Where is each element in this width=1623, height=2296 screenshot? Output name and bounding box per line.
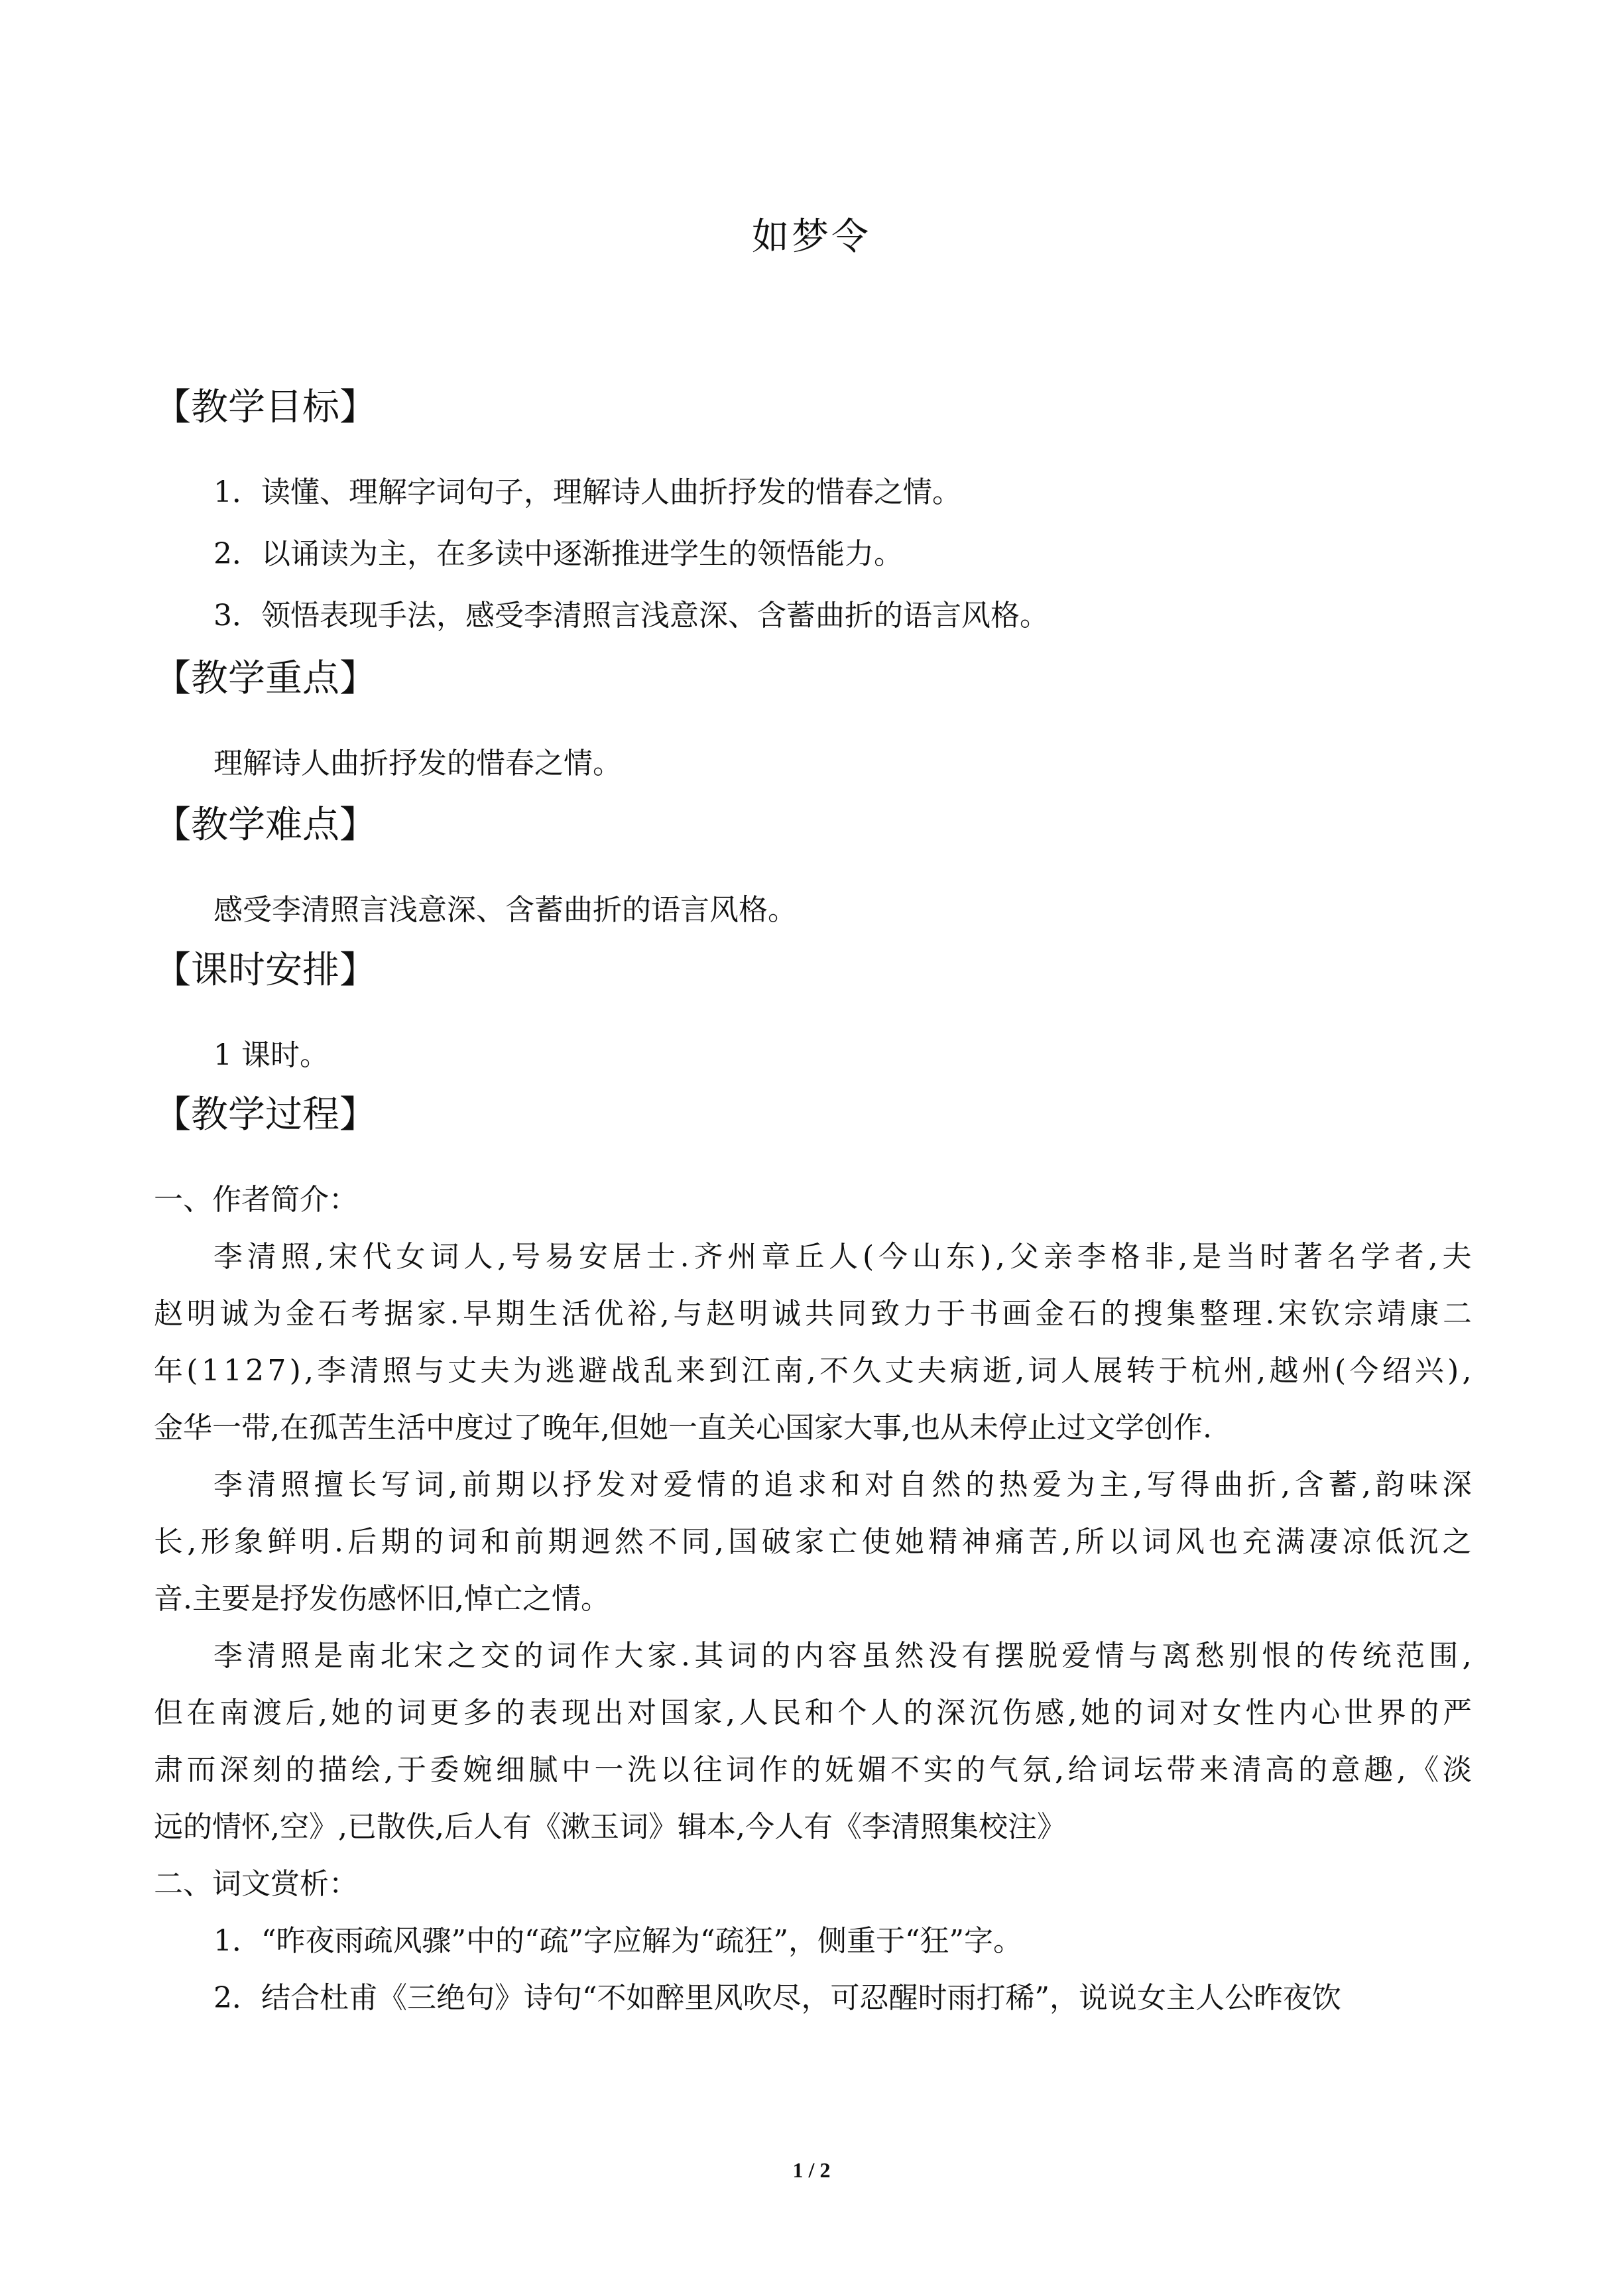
para-line: 赵 明 诚 为 金 石 考 据 家 . 早 期 生 活 优 裕 , 与 赵 明 诚 共 同 致 力 于 书 画 金 石 的 搜 集 整 理 . 宋 钦 宗 靖 康 二 — [154, 1297, 1472, 1331]
schedule-text: 1 课时。 — [213, 1038, 329, 1072]
heading-schedule: 【课时安排】 — [154, 949, 377, 992]
analysis-item-1: 1．“昨夜雨疏风骤”中的“疏”字应解为“疏狂”，侧重于“狂”字。 — [213, 1924, 1022, 1958]
page-number: 1 / 2 — [792, 2158, 831, 2182]
para-line: 金华一带,在孤苦生活中度过了晚年,但她一直关心国家大事,也从未停止过文学创作. — [154, 1411, 1212, 1445]
heading-teaching-process: 【教学过程】 — [154, 1093, 377, 1136]
difficulties-text: 感受李清照言浅意深、含蓄曲折的语言风格。 — [213, 893, 797, 927]
heading-key-points: 【教学重点】 — [154, 657, 377, 700]
heading-teaching-goals: 【教学目标】 — [154, 386, 377, 429]
para-line: 音.主要是抒发伤感怀旧,悼亡之情。 — [154, 1582, 610, 1616]
para-line: 长 , 形 象 鲜 明 . 后 期 的 词 和 前 期 迥 然 不 同 , 国 破 家 亡 使 她 精 神 痛 苦 , 所 以 词 风 也 充 满 凄 凉 低 沉 之 — [154, 1525, 1472, 1559]
para-line: 肃 而 深 刻 的 描 绘 , 于 委 婉 细 腻 中 一 洗 以 往 词 作 的 妩 媚 不 实 的 气 氛 , 给 词 坛 带 来 清 高 的 意 趣 , 《 淡 — [154, 1753, 1472, 1787]
goal-item-2: 2．以诵读为主，在多读中逐渐推进学生的领悟能力。 — [213, 537, 903, 571]
part1-title: 一、作者简介： — [154, 1183, 358, 1217]
para-line: 李 清 照 , 宋 代 女 词 人 , 号 易 安 居 士 . 齐 州 章 丘 人 ( 今 山 东 ) , 父 亲 李 格 非 , 是 当 时 著 名 学 者 , 夫 — [213, 1240, 1472, 1274]
heading-difficulties: 【教学难点】 — [154, 804, 377, 847]
document-title: 如梦令 — [752, 215, 871, 259]
goal-item-3: 3．领悟表现手法，感受李清照言浅意深、含蓄曲折的语言风格。 — [213, 599, 1049, 633]
part2-title: 二、词文赏析： — [154, 1867, 358, 1901]
para-line: 李 清 照 擅 长 写 词 , 前 期 以 抒 发 对 爱 情 的 追 求 和 对 自 然 的 热 爱 为 主 , 写 得 曲 折 , 含 蓄 , 韵 味 深 — [213, 1468, 1472, 1502]
para-line: 李 清 照 是 南 北 宋 之 交 的 词 作 大 家 . 其 词 的 内 容 虽 然 没 有 摆 脱 爱 情 与 离 愁 别 恨 的 传 统 范 围 , — [213, 1639, 1472, 1673]
key-points-text: 理解诗人曲折抒发的惜春之情。 — [213, 747, 622, 780]
para-line: 但 在 南 渡 后 , 她 的 词 更 多 的 表 现 出 对 国 家 , 人 民 和 个 人 的 深 沉 伤 感 , 她 的 词 对 女 性 内 心 世 界 的 严 — [154, 1696, 1472, 1730]
goal-item-1: 1．读懂、理解字词句子，理解诗人曲折抒发的惜春之情。 — [213, 475, 961, 509]
para-line: 年 ( 1 1 2 7 ) , 李 清 照 与 丈 夫 为 逃 避 战 乱 来 到 江 南 , 不 久 丈 夫 病 逝 , 词 人 展 转 于 杭 州 , 越 州 ( 今 绍 兴 ) , — [154, 1354, 1472, 1388]
para-line: 远的情怀,空》,已散佚,后人有《漱玉词》辑本,今人有《李清照集校注》 — [154, 1810, 1066, 1844]
analysis-item-2: 2．结合杜甫《三绝句》诗句“不如醉里风吹尽，可忍醒时雨打稀”，说说女主人公昨夜饮 — [213, 1981, 1341, 2015]
